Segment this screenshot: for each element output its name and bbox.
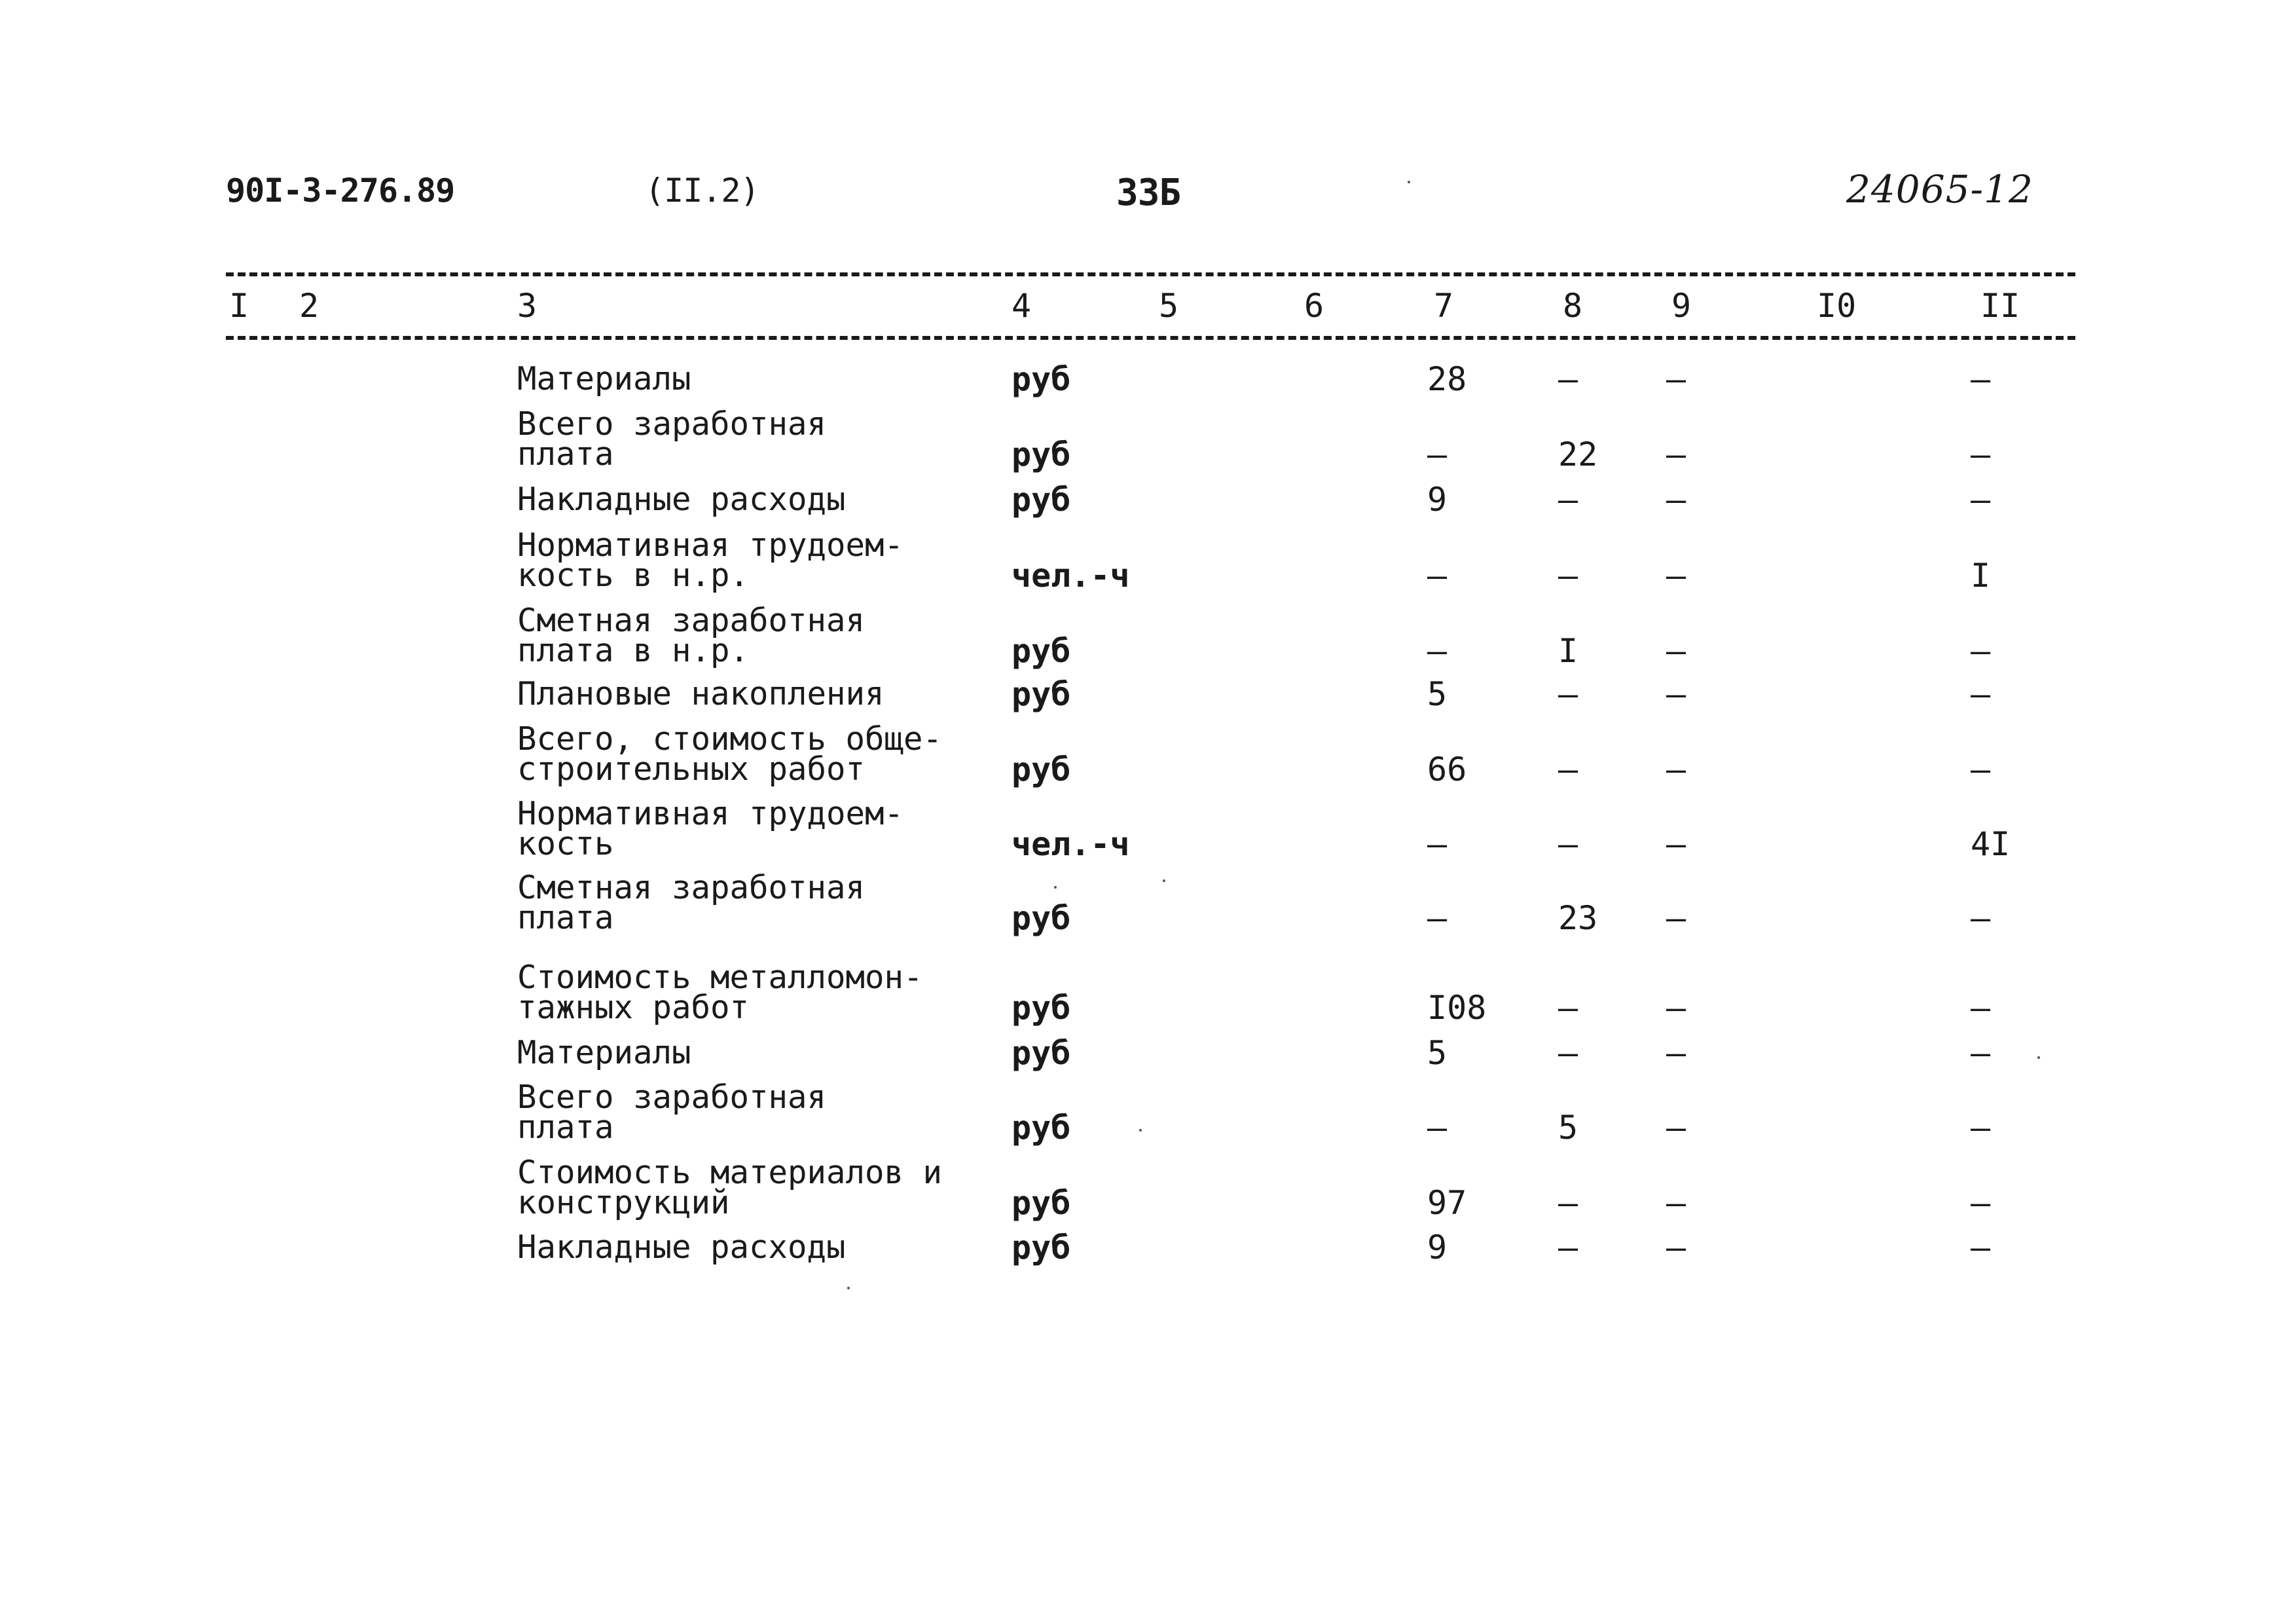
cost-item-name: Нормативная трудоем- кость в н.р. [517,526,904,594]
col8-cell: – [1558,675,1578,713]
col9-cell: – [1666,989,1686,1027]
col9-cell: – [1666,435,1686,473]
col8-cell: – [1558,1184,1578,1222]
col8-cell: – [1558,825,1578,863]
column-number: 5 [1159,287,1179,325]
unit-cell: руб [1011,1034,1071,1072]
col7-cell: – [1427,899,1448,937]
unit-cell: руб [1011,1184,1071,1222]
col11-cell: – [1971,899,1991,937]
col9-cell: – [1666,825,1686,863]
col11-cell: – [1971,435,1991,473]
cost-item-name: Материалы [517,360,691,397]
col8-cell: – [1558,1228,1578,1266]
col7-cell: – [1427,435,1448,473]
col11-cell: I [1971,557,1991,595]
col11-cell: – [1971,1228,1991,1266]
column-number: 8 [1563,287,1583,325]
col11-cell: – [1971,1184,1991,1222]
cost-item-name: Накладные расходы [517,1228,846,1266]
col11-cell: – [1971,1034,1991,1072]
column-number: 7 [1434,287,1454,325]
col9-cell: – [1666,675,1686,713]
col8-cell: – [1558,1034,1578,1072]
scan-speck [1139,1129,1142,1132]
cost-item-name: Всего, стоимость обще- строительных работ [517,720,943,788]
unit-cell: руб [1011,481,1071,519]
section-reference: (II.2) [645,172,759,210]
col8-cell: I [1558,632,1578,670]
unit-cell: чел.-ч [1011,557,1130,595]
col11-cell: – [1971,675,1991,713]
column-number: 4 [1011,287,1032,325]
col11-cell: – [1971,360,1991,398]
col9-cell: – [1666,1109,1686,1147]
unit-cell: руб [1011,989,1071,1027]
handwritten-inventory-number: 24065-12 [1846,167,2033,212]
col7-cell: 66 [1427,750,1467,788]
col8-cell: – [1558,750,1578,788]
col9-cell: – [1666,1228,1686,1266]
scan-speck [1163,879,1165,882]
col9-cell: – [1666,632,1686,670]
document-code: 90I-3-276.89 [226,172,455,210]
unit-cell: руб [1011,899,1071,937]
column-number: I [229,287,249,325]
cost-item-name: Нормативная трудоем- кость [517,795,904,862]
col8-cell: – [1558,989,1578,1027]
col8-cell: – [1558,557,1578,595]
unit-cell: руб [1011,1228,1071,1266]
col7-cell: 28 [1427,360,1467,398]
col7-cell: – [1427,557,1448,595]
col7-cell: 9 [1427,481,1448,519]
col7-cell: – [1427,1109,1448,1147]
cost-item-name: Сметная заработная плата [517,869,866,936]
col8-cell: 22 [1558,435,1598,473]
col7-cell: 9 [1427,1228,1448,1266]
col11-cell: – [1971,481,1991,519]
col9-cell: – [1666,481,1686,519]
unit-cell: руб [1011,1109,1071,1147]
cost-item-name: Всего заработная плата [517,1079,827,1146]
scan-speck [847,1287,850,1289]
col9-cell: – [1666,1034,1686,1072]
column-number: 3 [517,287,538,325]
unit-cell: руб [1011,632,1071,670]
column-number: 6 [1304,287,1324,325]
cost-item-name: Материалы [517,1034,691,1071]
col11-cell: – [1971,750,1991,788]
col9-cell: – [1666,1184,1686,1222]
unit-cell: руб [1011,675,1071,713]
column-number: I0 [1817,287,1857,325]
column-number: 9 [1671,287,1692,325]
column-number: 2 [299,287,319,325]
col8-cell: 23 [1558,899,1598,937]
col7-cell: 5 [1427,1034,1448,1072]
unit-cell: руб [1011,360,1071,398]
scan-speck [1408,181,1410,183]
col9-cell: – [1666,750,1686,788]
col11-cell: – [1971,632,1991,670]
unit-cell: руб [1011,750,1071,788]
col11-cell: – [1971,989,1991,1027]
scan-speck [1054,886,1057,889]
col9-cell: – [1666,557,1686,595]
cost-item-name: Всего заработная плата [517,405,827,473]
col8-cell: – [1558,481,1578,519]
col7-cell: – [1427,632,1448,670]
col11-cell: – [1971,1109,1991,1147]
cost-item-name: Сметная заработная плата в н.р. [517,602,866,669]
col7-cell: 97 [1427,1184,1467,1222]
col11-cell: 4I [1971,825,2011,863]
col7-cell: I08 [1427,989,1487,1027]
cost-item-name: Стоимость материалов и конструкций [517,1154,943,1221]
unit-cell: руб [1011,435,1071,473]
col9-cell: – [1666,360,1686,398]
column-number: II [1980,287,2020,325]
col8-cell: 5 [1558,1109,1578,1147]
col7-cell: 5 [1427,675,1448,713]
scan-speck [2037,1056,2040,1059]
cost-item-name: Стоимость металломон- тажных работ [517,959,923,1026]
cost-item-name: Плановые накопления [517,675,884,712]
col7-cell: – [1427,825,1448,863]
cost-item-name: Накладные расходы [517,481,846,518]
page-number: 33Б [1116,172,1181,214]
col9-cell: – [1666,899,1686,937]
col8-cell: – [1558,360,1578,398]
unit-cell: чел.-ч [1011,825,1130,863]
